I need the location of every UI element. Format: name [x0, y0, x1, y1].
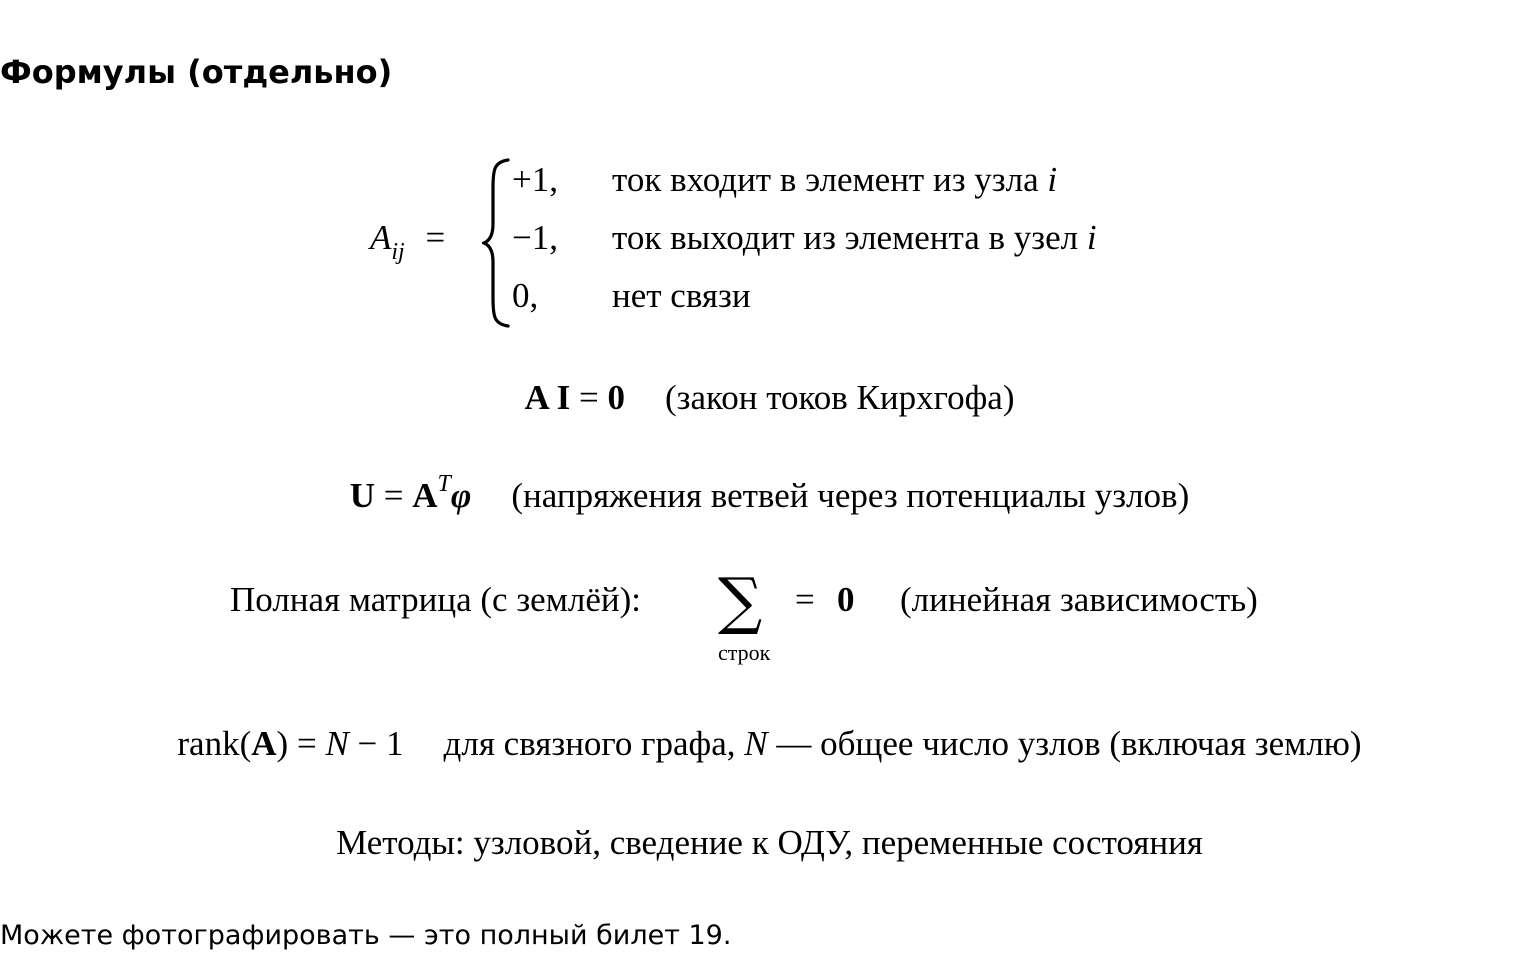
- kirchhoff-lhs: A I: [524, 378, 571, 417]
- voltage-lhs: U: [349, 476, 376, 515]
- kirchhoff-equation: [0, 380, 1539, 415]
- voltage-note: (напряжения ветвей через потенциалы узлов): [511, 476, 1190, 515]
- sum-equals: =: [795, 580, 815, 619]
- rank-function: rank(: [177, 724, 252, 763]
- full-matrix-prefix: Полная матрица (с землёй):: [230, 580, 641, 619]
- footer-note: Можете фотографировать — это полный билет 19.: [0, 920, 732, 951]
- rank-text-2: — общее число узлов (включая землю): [767, 724, 1362, 763]
- methods-line: Методы: узловой, сведение к ОДУ, переменные состояния: [336, 823, 1203, 862]
- case-value: −1,: [512, 218, 558, 257]
- rank-n-variable-2: N: [744, 724, 768, 763]
- piecewise-equals: =: [425, 218, 446, 257]
- case-text: ток выходит из элемента в узел i: [612, 218, 1097, 257]
- sum-symbol: ∑: [718, 564, 763, 637]
- potential-vector: φ: [450, 476, 472, 515]
- case-value: 0,: [512, 276, 539, 315]
- transpose-superscript: T: [437, 471, 451, 497]
- rank-minus-one: − 1: [348, 724, 404, 763]
- left-brace-icon: [482, 158, 512, 328]
- matrix-element-symbol: A: [370, 218, 392, 257]
- kirchhoff-rhs: 0: [607, 378, 625, 417]
- sum-rhs: 0: [837, 580, 855, 619]
- section-heading: Формулы (отдельно): [0, 53, 393, 91]
- sum-subscript: строк: [718, 640, 771, 665]
- case-text: нет связи: [612, 276, 751, 315]
- piecewise-lhs: [370, 218, 446, 265]
- rank-text: для связного графа,: [443, 724, 745, 763]
- case-value: +1,: [512, 160, 558, 199]
- rank-argument: A: [251, 724, 277, 763]
- case-text: ток входит в элемент из узла i: [612, 160, 1058, 199]
- rank-close-paren: ): [276, 724, 289, 763]
- matrix-element-index: ij: [391, 239, 405, 265]
- kirchhoff-note: (закон токов Кирхгофа): [664, 378, 1015, 417]
- rank-equals: =: [288, 724, 326, 763]
- kirchhoff-equals: =: [570, 378, 608, 417]
- voltage-equation: [0, 471, 1539, 515]
- sum-note: (линейная зависимость): [900, 580, 1258, 619]
- voltage-equals: =: [375, 476, 413, 515]
- rank-equation: [0, 726, 1539, 761]
- rank-n-variable: N: [325, 724, 349, 763]
- voltage-matrix: A: [412, 476, 438, 515]
